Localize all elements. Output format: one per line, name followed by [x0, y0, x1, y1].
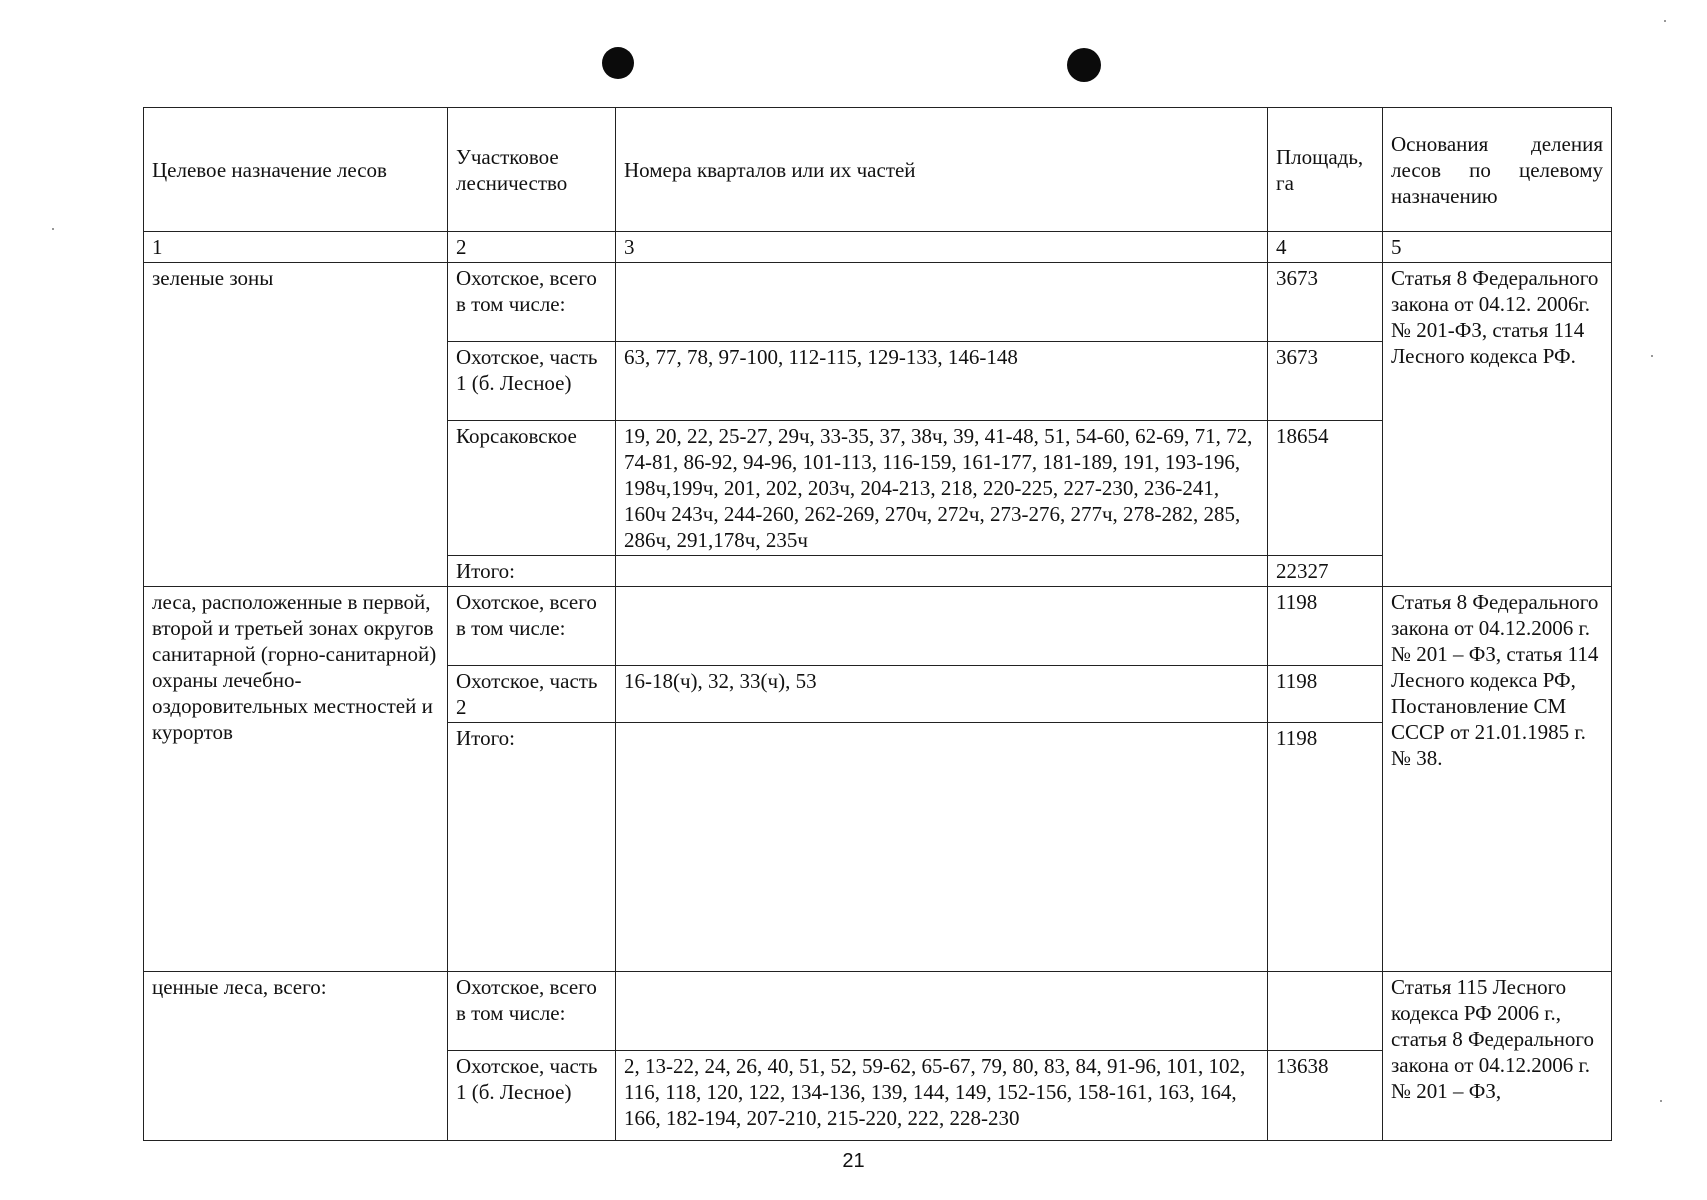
column-number: 5: [1383, 232, 1612, 263]
forestry-cell: Охотское, часть 2: [448, 666, 616, 723]
column-number-row: [144, 232, 1612, 263]
column-number: 2: [448, 232, 616, 263]
area-cell: 1198: [1268, 587, 1383, 666]
scan-speck: [1660, 1100, 1662, 1102]
area-cell: [1268, 972, 1383, 1051]
table-header-row: [144, 108, 1612, 232]
page-number: 21: [842, 1150, 865, 1172]
quarters-cell: [616, 263, 1268, 342]
total-label: Итого:: [448, 556, 616, 587]
basis-cell: Статья 115 Лесного кодекса РФ 2006 г., статья 8 Федерального закона от 04.12.2006 г. № 201 – ФЗ,: [1383, 972, 1612, 1141]
area-cell: 3673: [1268, 342, 1383, 421]
forestry-cell: Охотское, всего в том числе:: [448, 587, 616, 666]
header-purpose: Целевое назначение лесов: [144, 108, 448, 232]
quarters-cell: [616, 723, 1268, 972]
forestry-cell: Корсаковское: [448, 421, 616, 556]
quarters-cell: 63, 77, 78, 97-100, 112-115, 129-133, 146-148: [616, 342, 1268, 421]
scan-speck: [52, 228, 54, 230]
area-cell: 13638: [1268, 1051, 1383, 1141]
quarters-cell: 16-18(ч), 32, 33(ч), 53: [616, 666, 1268, 723]
quarters-cell: [616, 587, 1268, 666]
punch-hole-right: [1067, 48, 1101, 82]
header-area: Площадь, га: [1268, 108, 1383, 232]
forestry-cell: Охотское, всего в том числе:: [448, 263, 616, 342]
table-row: [144, 263, 1612, 342]
forestry-cell: Охотское, часть 1 (б. Лесное): [448, 342, 616, 421]
basis-cell: Статья 8 Федерального закона от 04.12. 2006г. № 201-ФЗ, статья 114 Лесного кодекса РФ.: [1383, 263, 1612, 587]
area-cell: 18654: [1268, 421, 1383, 556]
area-cell: 1198: [1268, 666, 1383, 723]
column-number: 3: [616, 232, 1268, 263]
forest-purpose-table: [143, 107, 1612, 1141]
header-basis: Основания деления лесов по целевому назначению: [1383, 108, 1612, 232]
scan-speck: [1651, 355, 1653, 357]
scan-speck: [1664, 20, 1666, 22]
quarters-cell: [616, 972, 1268, 1051]
quarters-cell: [616, 556, 1268, 587]
basis-cell: Статья 8 Федерального закона от 04.12.2006 г. № 201 – ФЗ, статья 114 Лесного кодекса РФ, Постановление СМ СССР от 21.01.1985 г. № 38.: [1383, 587, 1612, 972]
purpose-cell: леса, расположенные в первой, второй и третьей зонах округов санитарной (горно-санитарной) охраны лечебно-оздоровительных местностей и курортов: [144, 587, 448, 972]
column-number: 4: [1268, 232, 1383, 263]
total-area: 1198: [1268, 723, 1383, 972]
punch-hole-left: [602, 47, 634, 79]
total-label: Итого:: [448, 723, 616, 972]
forestry-cell: Охотское, часть 1 (б. Лесное): [448, 1051, 616, 1141]
area-cell: 3673: [1268, 263, 1383, 342]
forestry-cell: Охотское, всего в том числе:: [448, 972, 616, 1051]
table-row: [144, 972, 1612, 1051]
total-area: 22327: [1268, 556, 1383, 587]
table-row: [144, 587, 1612, 666]
column-number: 1: [144, 232, 448, 263]
quarters-cell: 2, 13-22, 24, 26, 40, 51, 52, 59-62, 65-67, 79, 80, 83, 84, 91-96, 101, 102, 116, 118, 120, 122, 134-136, 139, 144, 149, 152-156, 158-161, 163, 164, 166, 182-194, 207-210, 215-220, 222, 228-230: [616, 1051, 1268, 1141]
purpose-cell: ценные леса, всего:: [144, 972, 448, 1141]
header-quarters: Номера кварталов или их частей: [616, 108, 1268, 232]
header-forestry: Участковое лесничество: [448, 108, 616, 232]
purpose-cell: зеленые зоны: [144, 263, 448, 587]
quarters-cell: 19, 20, 22, 25-27, 29ч, 33-35, 37, 38ч, 39, 41-48, 51, 54-60, 62-69, 71, 72, 74-81, 86-92, 94-96, 101-113, 116-159, 161-177, 181-189, 191, 193-196, 198ч,199ч, 201, 202, 203ч, 204-213, 218, 220-225, 227-230, 236-241, 160ч 243ч, 244-260, 262-269, 270ч, 272ч, 273-276, 277ч, 278-282, 285, 286ч, 291,178ч, 235ч: [616, 421, 1268, 556]
